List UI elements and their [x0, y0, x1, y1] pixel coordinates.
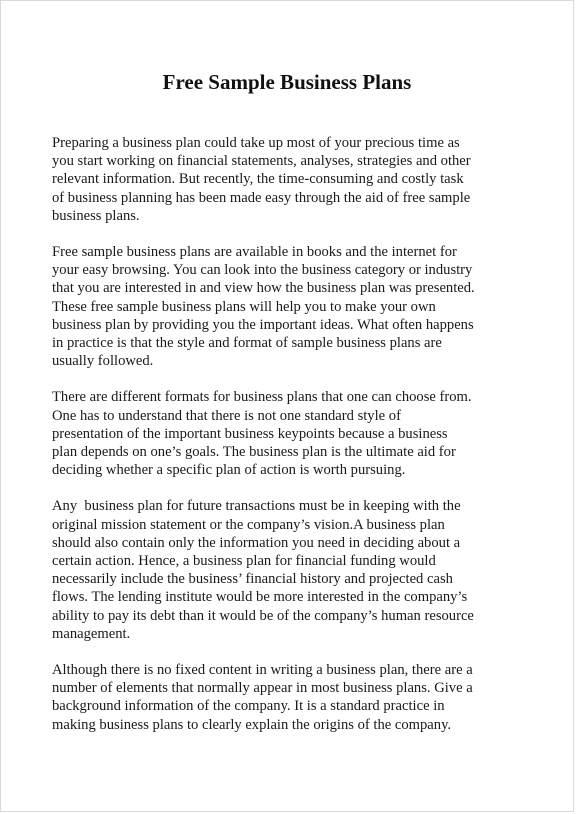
- paragraph-line: flows. The lending institute would be more interested in the company’s: [52, 589, 468, 606]
- paragraph-line: that you are interested in and view how the business plan was presented.: [52, 280, 475, 297]
- paragraph-line: original mission statement or the company’s vision.A business plan: [52, 516, 445, 533]
- paragraph-line: One has to understand that there is not one standard style of: [52, 407, 401, 424]
- paragraph-line: in practice is that the style and format of sample business plans are: [52, 335, 442, 352]
- paragraph-line: Any business plan for future transactions must be in keeping with the: [52, 498, 461, 515]
- paragraph-line: plan depends on one’s goals. The business plan is the ultimate aid for: [52, 444, 456, 461]
- paragraph-2: [52, 243, 532, 370]
- paragraph-3: [52, 388, 532, 479]
- paragraph-line: background information of the company. It is a standard practice in: [52, 698, 445, 715]
- paragraph-line: making business plans to clearly explain the origins of the company.: [52, 716, 452, 733]
- paragraph-line: ability to pay its debt than it would be of the company’s human resource: [52, 607, 474, 624]
- paragraph-line: relevant information. But recently, the time-consuming and costly task: [52, 171, 464, 188]
- paragraph-line: necessarily include the business’ financial history and projected cash: [52, 571, 453, 588]
- paragraph-1: [52, 134, 532, 225]
- paragraph-line: presentation of the important business keypoints because a business: [52, 425, 448, 442]
- paragraph-line: Although there is no fixed content in writing a business plan, there are a: [52, 662, 473, 679]
- paragraph-line: of business planning has been made easy through the aid of free sample: [52, 189, 471, 206]
- paragraph-line: should also contain only the information you need in deciding about a: [52, 534, 461, 551]
- paragraph-line: These free sample business plans will help you to make your own: [52, 298, 436, 315]
- paragraph-line: There are different formats for business plans that one can choose from.: [52, 389, 472, 406]
- paragraph-line: usually followed.: [52, 353, 154, 370]
- paragraph-line: Free sample business plans are available in books and the internet for: [52, 244, 457, 261]
- paragraph-line: certain action. Hence, a business plan for financial funding would: [52, 553, 436, 570]
- paragraph-line: management.: [52, 625, 131, 642]
- paragraph-line: you start working on financial statements, analyses, strategies and other: [52, 153, 471, 170]
- document-title: Free Sample Business Plans: [162, 70, 412, 94]
- paragraph-5: [52, 661, 532, 734]
- paragraph-line: business plans.: [52, 207, 140, 224]
- paragraph-line: number of elements that normally appear in most business plans. Give a: [52, 680, 473, 697]
- paragraph-line: business plan by providing you the important ideas. What often happens: [52, 316, 474, 333]
- paragraph-line: deciding whether a specific plan of action is worth pursuing.: [52, 462, 406, 479]
- paragraph-4: [52, 497, 532, 643]
- paragraph-line: your easy browsing. You can look into the business category or industry: [52, 262, 473, 279]
- document-body: [52, 134, 532, 752]
- paragraph-line: Preparing a business plan could take up most of your precious time as: [52, 135, 460, 151]
